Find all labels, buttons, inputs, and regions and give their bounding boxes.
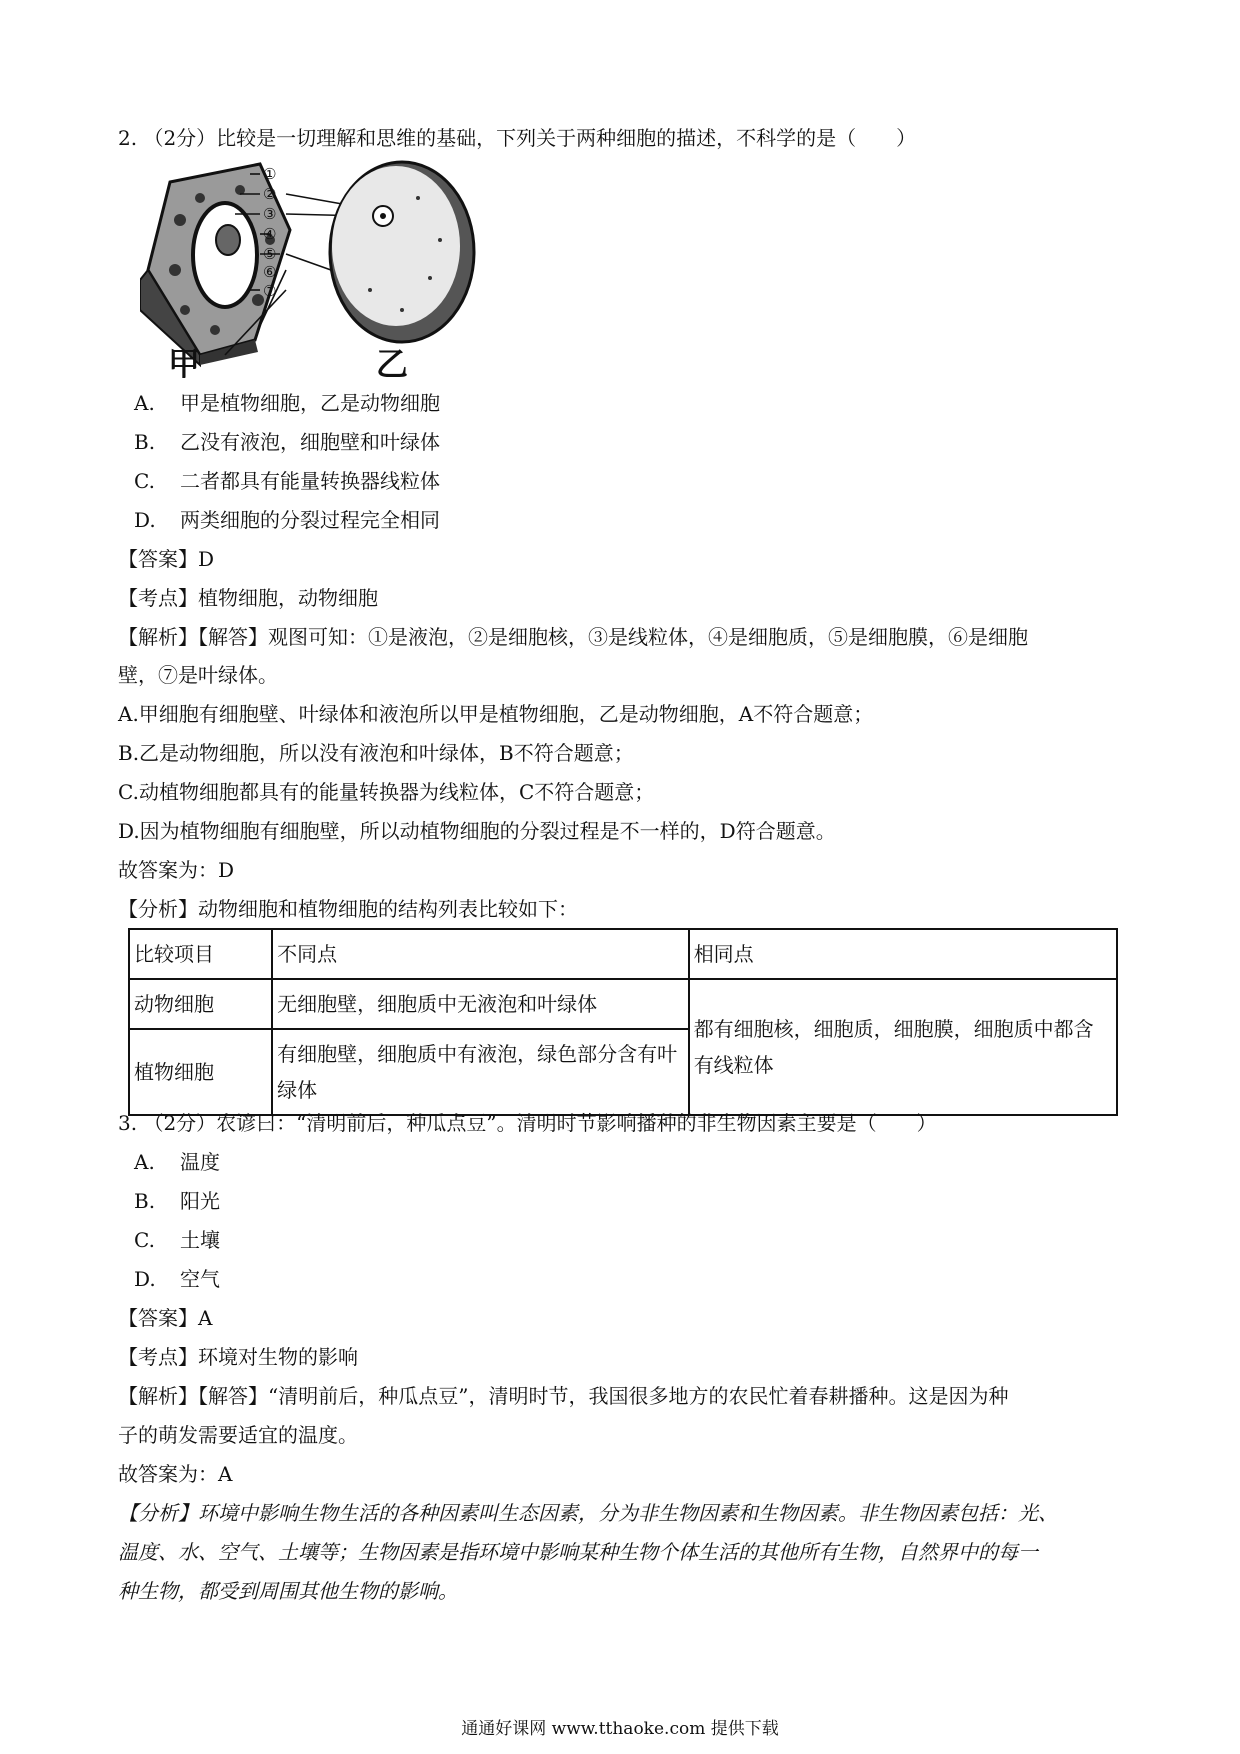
- q2-stem: 2. （2分）比较是一切理解和思维的基础，下列关于两种细胞的描述，不科学的是（ ）: [118, 126, 917, 150]
- q2-analysis-line: C.动植物细胞都具有的能量转换器为线粒体，C不符合题意；: [118, 780, 655, 804]
- table-header: 不同点: [272, 929, 689, 979]
- q2-table-intro: 【分析】动物细胞和植物细胞的结构列表比较如下：: [118, 897, 578, 921]
- q3-final-answer: 故答案为：A: [118, 1462, 233, 1486]
- q2-topic: 【考点】植物细胞，动物细胞: [118, 586, 378, 610]
- q3-analysis-line: 【解析】【解答】“清明前后，种瓜点豆”，清明时节，我国很多地方的农民忙着春耕播种。这是因为种: [118, 1384, 1009, 1408]
- option-letter: C.: [134, 1228, 155, 1252]
- q2-analysis-line: A.甲细胞有细胞壁、叶绿体和液泡所以甲是植物细胞，乙是动物细胞，A不符合题意；: [118, 702, 874, 726]
- cell-diagram: [140, 160, 500, 378]
- q3-option-d: [134, 1266, 220, 1292]
- label-3: ③: [263, 205, 277, 223]
- caption-left: 甲: [168, 345, 201, 378]
- q3-option-a: [134, 1149, 220, 1175]
- q3-stem: 3. （2分）农谚曰：“清明前后，种瓜点豆”。清明时节影响播种的非生物因素主要是（ ）: [118, 1111, 937, 1135]
- label-7: ⑦: [263, 282, 277, 300]
- label-1: ①: [263, 165, 277, 183]
- label-6: ⑥: [263, 263, 277, 281]
- page-footer: 通通好课网 www.tthaoke.com 提供下载: [461, 1719, 779, 1739]
- table-cell: 都有细胞核，细胞质，细胞膜，细胞质中都含有线粒体: [689, 979, 1117, 1115]
- table-cell: 动物细胞: [129, 979, 272, 1029]
- q3-extra-line: 种生物，都受到周围其他生物的影响。: [118, 1579, 458, 1603]
- label-4: ④: [263, 225, 277, 243]
- table-header: 相同点: [689, 929, 1117, 979]
- q3-extra-line: 温度、水、空气、土壤等；生物因素是指环境中影响某种生物个体生活的其他所有生物，自然界中的每一: [118, 1540, 1038, 1564]
- option-text: 阳光: [180, 1189, 220, 1213]
- table-header: 比较项目: [129, 929, 272, 979]
- q2-analysis-line: 壁，⑦是叶绿体。: [118, 663, 278, 687]
- q3-extra-line: 【分析】环境中影响生物生活的各种因素叫生态因素，分为非生物因素和生物因素。非生物因素包括：光、: [118, 1501, 1058, 1525]
- table-cell: 有细胞壁，细胞质中有液泡，绿色部分含有叶绿体: [272, 1029, 689, 1115]
- q3-option-c: [134, 1227, 220, 1253]
- q2-answer: 【答案】D: [118, 547, 215, 571]
- label-2: ②: [263, 185, 277, 203]
- table-cell: 植物细胞: [129, 1029, 272, 1115]
- q2-option-a: [134, 390, 440, 416]
- option-letter: B.: [134, 1189, 156, 1213]
- option-text: 二者都具有能量转换器线粒体: [180, 469, 440, 493]
- option-text: 空气: [180, 1267, 220, 1291]
- option-letter: C.: [134, 469, 155, 493]
- q2-analysis-line: B.乙是动物细胞，所以没有液泡和叶绿体，B不符合题意；: [118, 741, 634, 765]
- q2-analysis-line: 【解析】【解答】观图可知：①是液泡，②是细胞核，③是线粒体，④是细胞质，⑤是细胞膜，⑥是细胞: [118, 625, 1028, 649]
- option-letter: D.: [134, 1267, 156, 1291]
- option-text: 土壤: [180, 1228, 220, 1252]
- option-text: 甲是植物细胞，乙是动物细胞: [180, 391, 440, 415]
- q2-option-d: [134, 507, 440, 533]
- table-row: [129, 929, 1117, 979]
- q2-final-answer: 故答案为：D: [118, 858, 235, 882]
- comparison-table: [128, 928, 1118, 1116]
- option-letter: A.: [134, 1150, 155, 1174]
- q3-option-b: [134, 1188, 220, 1214]
- q2-analysis-line: D.因为植物细胞有细胞壁，所以动植物细胞的分裂过程是不一样的，D符合题意。: [118, 819, 836, 843]
- q2-option-b: [134, 429, 440, 455]
- option-text: 两类细胞的分裂过程完全相同: [180, 508, 440, 532]
- option-letter: B.: [134, 430, 156, 454]
- option-letter: A.: [134, 391, 155, 415]
- label-5: ⑤: [263, 245, 277, 263]
- q3-analysis-line: 子的萌发需要适宜的温度。: [118, 1423, 358, 1447]
- q3-topic: 【考点】环境对生物的影响: [118, 1345, 358, 1369]
- cell-figure: [140, 160, 500, 378]
- q3-answer: 【答案】A: [118, 1306, 213, 1330]
- table-cell: 无细胞壁，细胞质中无液泡和叶绿体: [272, 979, 689, 1029]
- table-row: [129, 979, 1117, 1029]
- option-text: 乙没有液泡，细胞壁和叶绿体: [180, 430, 440, 454]
- option-text: 温度: [180, 1150, 220, 1174]
- animal-cell-drawing: [330, 162, 474, 342]
- caption-right: 乙: [376, 345, 409, 378]
- q2-option-c: [134, 468, 440, 494]
- option-letter: D.: [134, 508, 156, 532]
